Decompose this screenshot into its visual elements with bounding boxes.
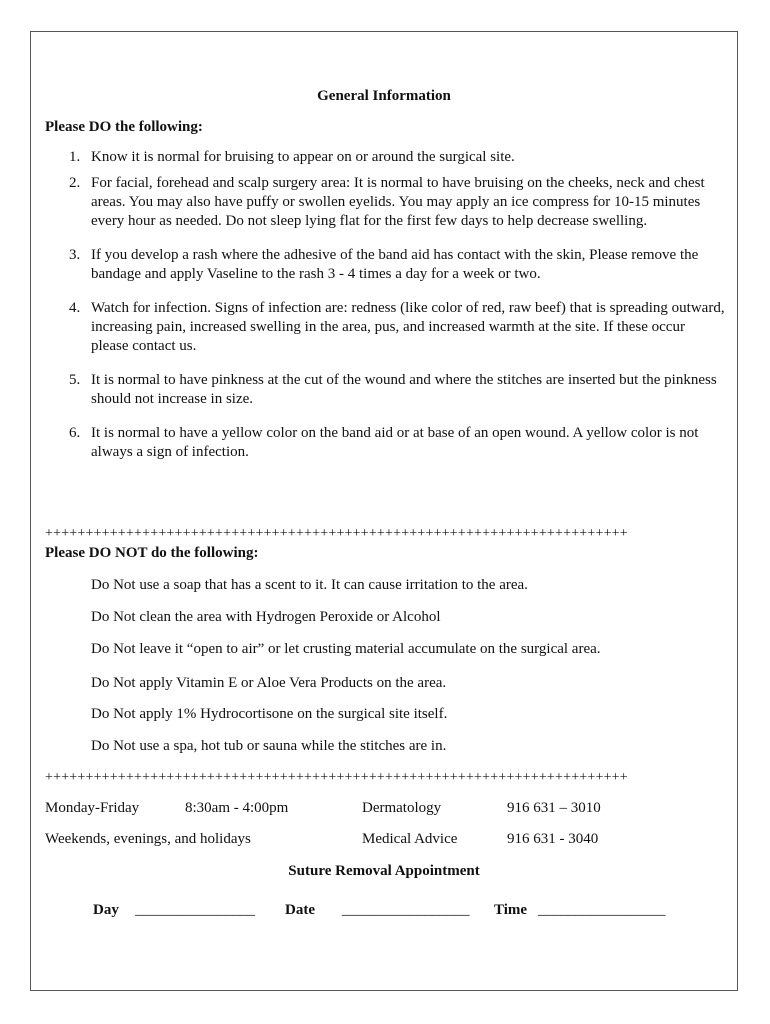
dont-item: Do Not apply Vitamin E or Aloe Vera Products on the area. (91, 675, 447, 691)
list-item-text: It is normal to have a yellow color on the band aid or at base of an open wound. A yellow color is not always a sign of infection. (91, 425, 699, 460)
list-item-text: Know it is normal for bruising to appear on or around the surgical site. (91, 149, 515, 165)
list-item: 6. It is normal to have a yellow color on the band aid or at base of an open wound. A yellow color is not always a sign of infection. (69, 425, 699, 460)
dont-item: Do Not clean the area with Hydrogen Peroxide or Alcohol (91, 609, 441, 625)
dont-item: Do Not use a soap that has a scent to it. It can cause irritation to the area. (91, 577, 528, 593)
list-item-text: For facial, forehead and scalp surgery area: It is normal to have bruising on the cheeks, neck and chest areas. You may also have puffy or swollen eyelids. You may apply an ice compress for 10-15 minutes every hour as needed. Do not sleep lying flat for the first few days to help decrease swelling. (91, 175, 705, 229)
dont-heading: Please DO NOT do the following: (45, 545, 259, 561)
list-item: 5. It is normal to have pinkness at the cut of the wound and where the stitches are inserted but the pinkness should not increase in size. (69, 372, 717, 407)
dermatology-label: Dermatology (362, 800, 442, 816)
appointment-title: Suture Removal Appointment (288, 863, 480, 879)
dont-item: Do Not apply 1% Hydrocortisone on the surgical site itself. (91, 706, 448, 722)
list-item-text: Watch for infection. Signs of infection are: redness (like color of red, raw beef) that is spreading outward, increasing pain, increased swelling in the area, pus, and increased warmth at the site. If these occur please contact us. (91, 300, 725, 354)
dont-item: Do Not use a spa, hot tub or sauna while the stitches are in. (91, 738, 447, 754)
document-page (30, 31, 738, 991)
date-field[interactable]: _________________ (342, 902, 470, 918)
list-item-text: If you develop a rash where the adhesive of the band aid has contact with the skin, Please remove the bandage and apply Vaseline to the rash 3 - 4 times a day for a week or two. (91, 247, 699, 282)
list-item: 4. Watch for infection. Signs of infection are: redness (like color of red, raw beef) that is spreading outward, increasing pain, increased swelling in the area, pus, and increased warmth at the site. If these occur please contact us. (69, 300, 725, 354)
list-item: 1. Know it is normal for bruising to appear on or around the surgical site. (69, 149, 515, 165)
weekend-label: Weekends, evenings, and holidays (45, 831, 251, 847)
time-field[interactable]: _________________ (538, 902, 666, 918)
separator-line: ++++++++++++++++++++++++++++++++++++++++++++++++++++++++++++++++++++++++ (45, 770, 628, 785)
date-label: Date (285, 902, 315, 918)
separator-line: ++++++++++++++++++++++++++++++++++++++++++++++++++++++++++++++++++++++++ (45, 526, 628, 541)
medical-advice-phone: 916 631 - 3040 (507, 831, 599, 847)
dermatology-phone: 916 631 – 3010 (507, 800, 601, 816)
list-item-text: It is normal to have pinkness at the cut of the wound and where the stitches are inserted but the pinkness should not increase in size. (91, 372, 717, 407)
dont-item: Do Not leave it “open to air” or let crusting material accumulate on the surgical area. (91, 641, 601, 657)
list-item: 2. For facial, forehead and scalp surgery area: It is normal to have bruising on the cheeks, neck and chest areas. You may also have puffy or swollen eyelids. You may apply an ice compress for 10-15 minutes every hour as needed. Do not sleep lying flat for the first few days to help decrease swelling. (69, 175, 705, 229)
list-item: 3. If you develop a rash where the adhesive of the band aid has contact with the skin, Please remove the bandage and apply Vaseline to the rash 3 - 4 times a day for a week or two. (69, 247, 699, 282)
weekday-label: Monday-Friday (45, 800, 140, 816)
weekday-hours: 8:30am - 4:00pm (185, 800, 289, 816)
day-field[interactable]: ________________ (135, 902, 255, 918)
medical-advice-label: Medical Advice (362, 831, 458, 847)
day-label: Day (93, 902, 119, 918)
do-heading: Please DO the following: (45, 119, 203, 135)
do-list (46, 148, 726, 462)
time-label: Time (494, 902, 528, 918)
document-title: General Information (317, 88, 451, 104)
